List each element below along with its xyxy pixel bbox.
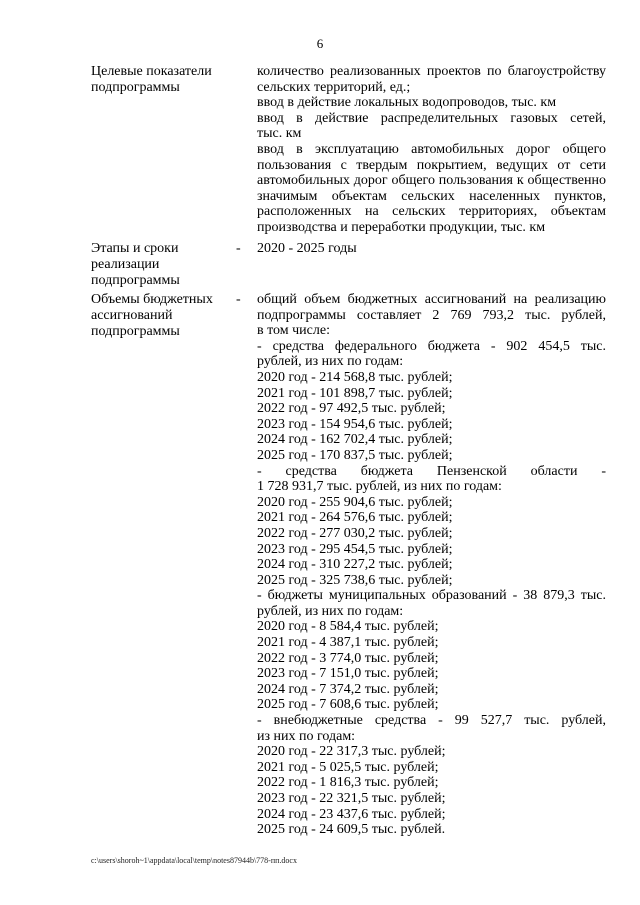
content-line: сельских территорий, ед.; bbox=[257, 79, 411, 95]
content-line: - средства бюджета Пензенской области - bbox=[257, 463, 606, 479]
label-line: Этапы и сроки bbox=[91, 241, 179, 256]
content-line: - внебюджетные средства - 99 527,7 тыс. рублей, bbox=[257, 713, 606, 729]
content-line: 2024 год - 23 437,6 тыс. рублей; bbox=[257, 806, 446, 822]
content-line: количество реализованных проектов по благоустройству bbox=[257, 64, 606, 79]
section-dash: - bbox=[236, 292, 241, 307]
content-line: 2025 год - 7 608,6 тыс. рублей; bbox=[257, 697, 439, 713]
section-label bbox=[91, 241, 231, 289]
content-line: 2020 год - 8 584,4 тыс. рублей; bbox=[257, 619, 439, 635]
content-line: 2023 год - 295 454,5 тыс. рублей; bbox=[257, 541, 453, 557]
content-line: 2023 год - 154 954,6 тыс. рублей; bbox=[257, 416, 453, 432]
label-line: ассигнований bbox=[91, 308, 173, 323]
content-line: 2025 год - 325 738,6 тыс. рублей; bbox=[257, 572, 453, 588]
content-line: - средства федерального бюджета - 902 454,5 тыс. bbox=[257, 338, 606, 354]
label-line: реализации bbox=[91, 257, 160, 272]
section-label bbox=[91, 292, 231, 340]
content-line: ввод в действие распределительных газовых сетей, bbox=[257, 110, 606, 126]
label-line: Целевые показатели bbox=[91, 64, 212, 79]
content-line: тыс. км bbox=[257, 126, 302, 142]
section-dash: - bbox=[236, 241, 241, 256]
page-number: 6 bbox=[316, 36, 324, 51]
content-line: 2023 год - 22 321,5 тыс. рублей; bbox=[257, 791, 446, 806]
content-line: ввод в эксплуатацию автомобильных дорог общего bbox=[257, 141, 606, 157]
label-line: подпрограммы bbox=[91, 324, 180, 339]
content-line: 2020 - 2025 годы bbox=[257, 241, 357, 256]
content-line: 2021 год - 264 576,6 тыс. рублей; bbox=[257, 510, 453, 526]
content-line: 2025 год - 170 837,5 тыс. рублей; bbox=[257, 447, 453, 463]
label-line: подпрограммы bbox=[91, 273, 180, 288]
content-line: 2024 год - 7 374,2 тыс. рублей; bbox=[257, 681, 439, 697]
content-line: 2020 год - 22 317,3 тыс. рублей; bbox=[257, 744, 446, 760]
content-line: 2022 год - 97 492,5 тыс. рублей; bbox=[257, 401, 446, 417]
section-content bbox=[257, 292, 606, 838]
content-line: рублей, из них по годам: bbox=[257, 603, 404, 619]
content-line: 2021 год - 5 025,5 тыс. рублей; bbox=[257, 759, 439, 775]
content-line: расположенных на сельских территориях, объектам bbox=[257, 204, 606, 220]
content-line: пользования с твердым покрытием, ведущих от сети bbox=[257, 157, 606, 173]
content-line: производства и переработки продукции, тыс. км bbox=[257, 219, 546, 235]
section-content bbox=[257, 64, 606, 236]
content-line: автомобильных дорог общего пользования к общественно bbox=[257, 173, 606, 189]
content-line: 2021 год - 4 387,1 тыс. рублей; bbox=[257, 635, 439, 651]
content-line: 2020 год - 255 904,6 тыс. рублей; bbox=[257, 494, 453, 510]
content-line: в том числе: bbox=[257, 323, 330, 339]
section-label bbox=[91, 64, 231, 96]
content-line: - бюджеты муниципальных образований - 38 879,3 тыс. bbox=[257, 588, 606, 604]
content-line: 2023 год - 7 151,0 тыс. рублей; bbox=[257, 666, 439, 682]
content-line: 2022 год - 277 030,2 тыс. рублей; bbox=[257, 525, 453, 541]
content-line: 2022 год - 3 774,0 тыс. рублей; bbox=[257, 650, 439, 666]
content-line: 2024 год - 310 227,2 тыс. рублей; bbox=[257, 557, 453, 573]
content-line: значимым объектам сельских населенных пунктов, bbox=[257, 188, 606, 204]
content-line: 2022 год - 1 816,3 тыс. рублей; bbox=[257, 775, 439, 791]
content-line: из них по годам: bbox=[257, 728, 356, 744]
content-line: 2021 год - 101 898,7 тыс. рублей; bbox=[257, 385, 453, 401]
content-line: подпрограммы составляет 2 769 793,2 тыс. рублей, bbox=[257, 307, 606, 323]
label-line: Объемы бюджетных bbox=[91, 292, 213, 307]
content-line: 1 728 931,7 тыс. рублей, из них по годам: bbox=[257, 479, 502, 495]
section-content bbox=[257, 241, 606, 257]
label-line: подпрограммы bbox=[91, 80, 180, 95]
content-line: 2020 год - 214 568,8 тыс. рублей; bbox=[257, 369, 453, 385]
content-line: рублей, из них по годам: bbox=[257, 354, 404, 370]
content-line: ввод в действие локальных водопроводов, тыс. км bbox=[257, 95, 557, 111]
content-line: 2024 год - 162 702,4 тыс. рублей; bbox=[257, 432, 453, 448]
file-path-footer: c:\users\shoroh~1\appdata\local\temp\notes87944b\778-пп.docx bbox=[91, 856, 297, 865]
content-line: общий объем бюджетных ассигнований на реализацию bbox=[257, 292, 606, 307]
content-line: 2025 год - 24 609,5 тыс. рублей. bbox=[257, 822, 446, 838]
